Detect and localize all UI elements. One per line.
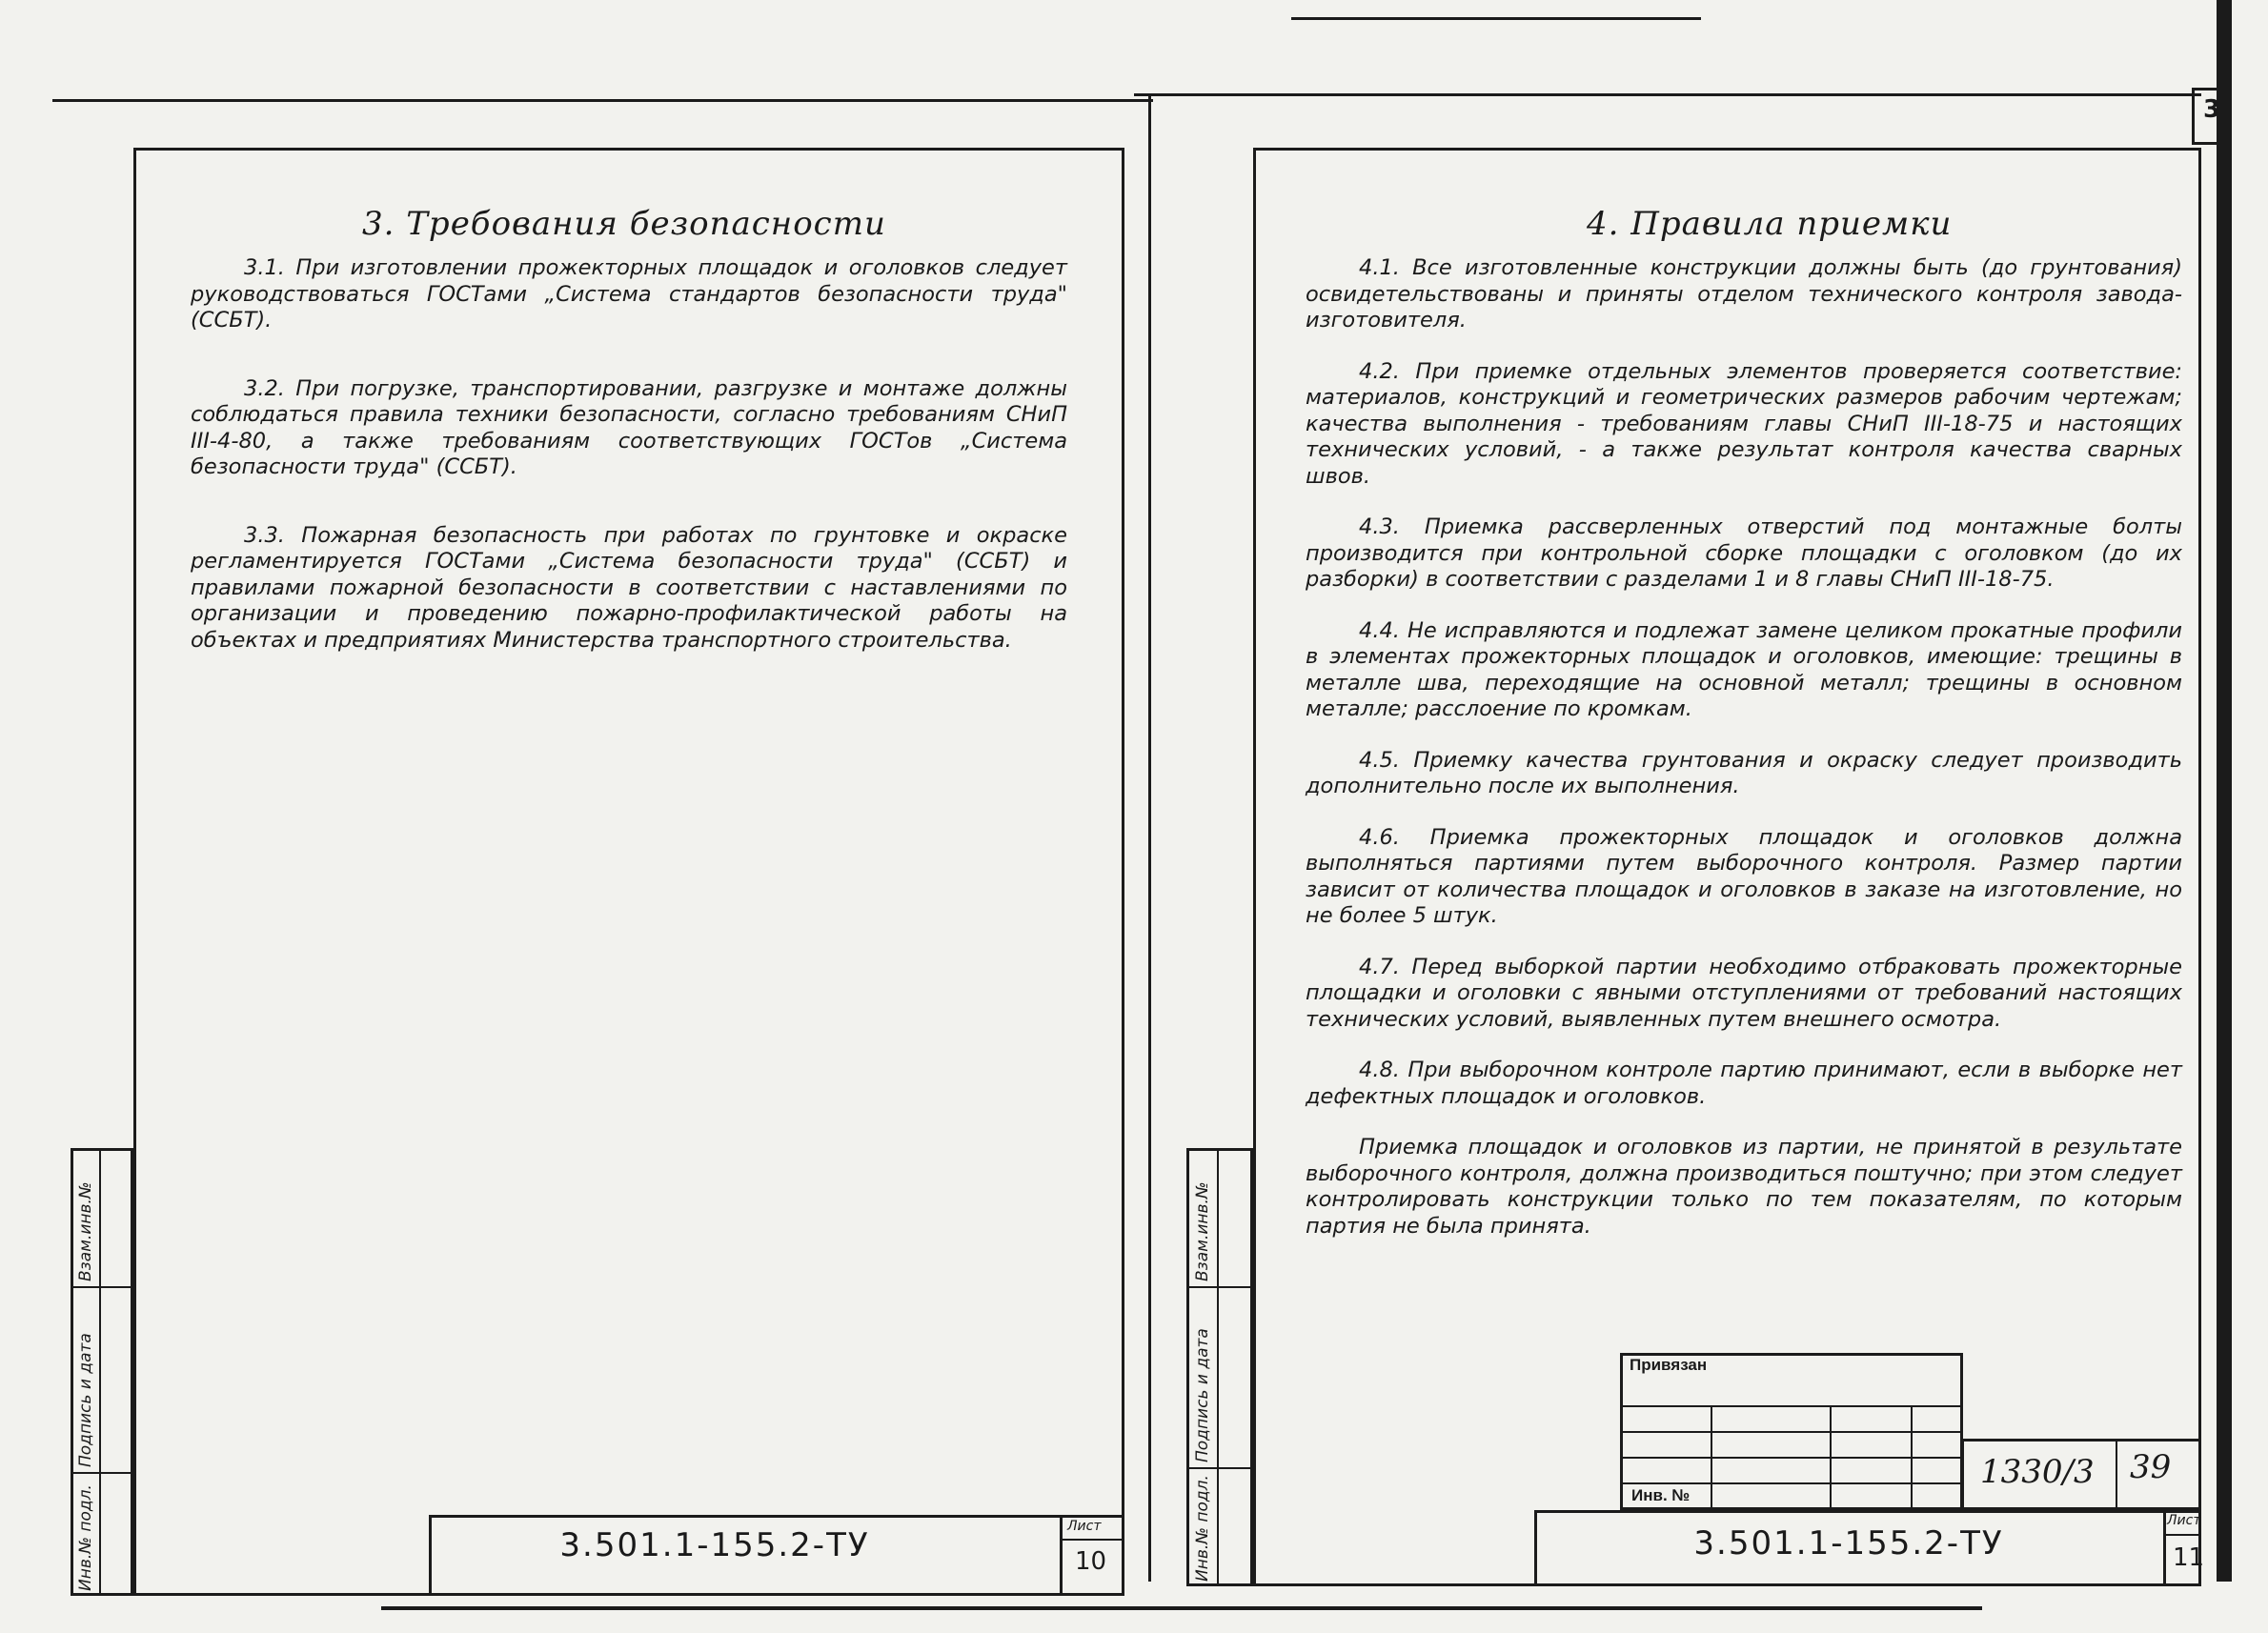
right-stamp-sheet-sep <box>2163 1534 2201 1536</box>
left-document-code: 3.501.1-155.2-ТУ <box>559 1526 870 1564</box>
right-stamp-divider <box>2163 1510 2166 1586</box>
paragraph: Приемка площадок и оголовков из партии, не принятой в результате выборочного контроля, должна производиться поштучно; при этом следует контролировать конструкции только по тем показателям, по которым партия не была принята. <box>1306 1135 2182 1239</box>
paragraph: 4.5. Приемку качества грунтования и окраску следует производить дополнительно после их выполнения. <box>1306 747 2182 798</box>
left-side-sep <box>71 1286 133 1288</box>
binding-table-top-label: Привязан <box>1630 1356 1708 1374</box>
left-stamp-divider <box>1060 1515 1063 1596</box>
paragraph: 4.4. Не исправляются и подлежат замене целиком прокатные профили в элементах прожекторных площадок и оголовков, имеющие: трещины в металле шва, переходящие на основной металл; трещины в основном металле; расслоение по кромкам. <box>1306 617 2182 721</box>
paragraph: 3.3. Пожарная безопасность при работах по грунтовке и окраске регламентируется ГОСТами „Система безопасности труда" (ССБТ) и правилами пожарной безопасности в соответствии с наставлениями по организации и проведению пожарно-профилактической работы на объектах и предприятиях Министерства транспортного строительства. <box>191 522 1067 653</box>
paragraph: 3.2. При погрузке, транспортировании, разгрузке и монтаже должны соблюдаться правила техники безопасности, согласно требованиям СНиП III-4-80, а также требованиям соответствующих ГОСТов „Система безопасности труда" (ССБТ). <box>191 375 1067 479</box>
binding-table-col <box>1911 1405 1913 1510</box>
right-sheet-number: 11 <box>2173 1543 2205 1572</box>
paragraph: 4.1. Все изготовленные конструкции должны быть (до грунтования) освидетельствованы и приняты отделом технического контроля завода-изготовителя. <box>1306 255 2182 333</box>
paragraph: 3.1. При изготовлении прожекторных площадок и оголовков следует руководствоваться ГОСТами „Система стандартов безопасности труда" (ССБТ). <box>191 255 1067 333</box>
archive-number: 1330/3 <box>1980 1453 2095 1491</box>
side-label: Подпись и дата <box>76 1333 95 1467</box>
side-label: Инв.№ подл. <box>76 1484 95 1591</box>
archive-divider <box>2116 1439 2117 1510</box>
binding-table-col <box>1830 1405 1832 1510</box>
left-side-sep <box>71 1472 133 1474</box>
right-page-title: 4. Правила приемки <box>1587 205 1953 243</box>
paragraph: 4.7. Перед выборкой партии необходимо отбраковать прожекторные площадки и оголовки с явными отступлениями от требований настоящих технических условий, выявленных путем внешнего осмотра. <box>1306 954 2182 1032</box>
left-page-title: 3. Требования безопасности <box>362 205 886 243</box>
spine-line <box>1148 95 1151 1582</box>
binding-table-bottom-label: Инв. № <box>1631 1486 1691 1504</box>
right-side-sep <box>1186 1286 1253 1288</box>
left-page-body <box>191 255 1067 654</box>
right-page-body <box>1306 255 2182 1240</box>
side-label: Взам.инв.№ <box>76 1181 95 1281</box>
left-stamp-sheet-sep <box>1060 1539 1124 1541</box>
left-sheet-number: 10 <box>1075 1547 1107 1576</box>
right-sheet-label: Лист <box>2167 1513 2201 1528</box>
left-side-divider <box>99 1148 101 1596</box>
side-label: Инв.№ подл. <box>1193 1475 1212 1582</box>
top-stroke <box>1291 17 1701 20</box>
paragraph: 4.2. При приемке отдельных элементов проверяется соответствие: материалов, конструкций и геометрических размеров рабочим чертежам; качества выполнения - требованиям главы СНиП III-18-75 и настоящих технических условий, - а также результат контроля качества сварных швов. <box>1306 358 2182 489</box>
right-side-divider <box>1217 1148 1219 1586</box>
binding-table-col <box>1711 1405 1712 1510</box>
bottom-stroke <box>381 1606 1982 1610</box>
side-label: Взам.инв.№ <box>1193 1181 1212 1281</box>
left-sheet-label: Лист <box>1067 1519 1102 1534</box>
paragraph: 4.8. При выборочном контроле партию принимают, если в выборке нет дефектных площадок и оголовков. <box>1306 1058 2182 1109</box>
paragraph: 4.6. Приемка прожекторных площадок и оголовков должна выполняться партиями путем выборочного контроля. Размер партии зависит от количества площадок и оголовков в заказе на изготовление, но не более 5 штук. <box>1306 824 2182 928</box>
side-label: Подпись и дата <box>1193 1328 1212 1462</box>
top-rule <box>52 99 1153 102</box>
right-edge-dark <box>2217 0 2232 1582</box>
corner-fragment: 3 <box>2203 95 2221 124</box>
archive-sheet: 39 <box>2130 1448 2172 1486</box>
paragraph: 4.3. Приемка рассверленных отверстий под монтажные болты производится при контрольной сборке площадки с оголовком (до их разборки) в соответствии с разделами 1 и 8 главы СНиП III-18-75. <box>1306 514 2182 592</box>
top-rule-right <box>1134 93 2201 96</box>
right-document-code: 3.501.1-155.2-ТУ <box>1693 1524 2004 1562</box>
right-side-sep <box>1186 1467 1253 1469</box>
